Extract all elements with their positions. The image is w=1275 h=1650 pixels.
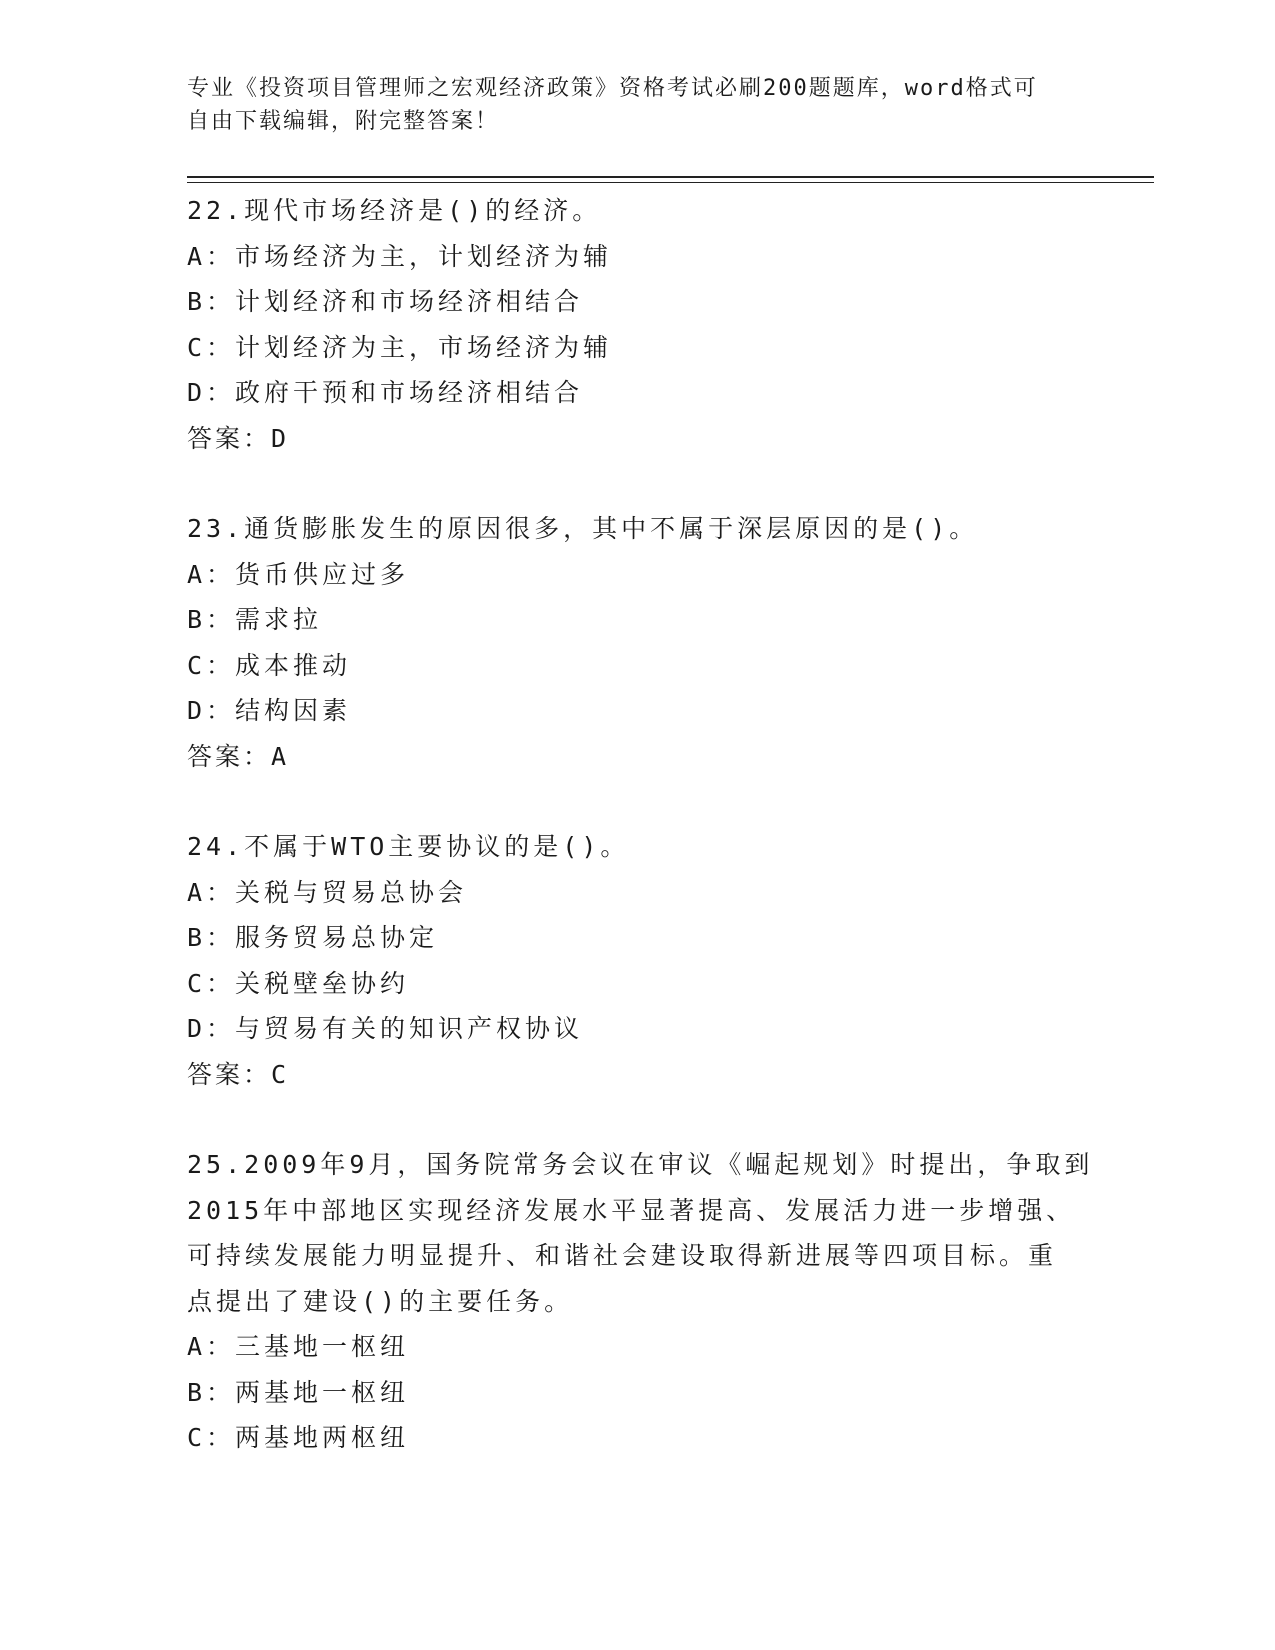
answer-line bbox=[187, 734, 1087, 780]
question-block bbox=[187, 1142, 1094, 1461]
question-text: 24.不属于WTO主要协议的是()。 bbox=[187, 832, 630, 861]
question-text-line-1: 25.2009年9月，国务院常务会议在审议《崛起规划》时提出，争取到 bbox=[187, 1150, 1094, 1179]
question-spacer bbox=[187, 461, 1087, 506]
header-divider-thin bbox=[187, 182, 1154, 183]
option-b: B：两基地一枢纽 bbox=[187, 1377, 410, 1407]
option-a: A：关税与贸易总协会 bbox=[187, 877, 468, 907]
answer-label: 答案： bbox=[187, 423, 272, 453]
header-line-1: 专业《投资项目管理师之宏观经济政策》资格考试必刷200题题库，word格式可 bbox=[187, 76, 1038, 101]
question-list bbox=[187, 188, 1094, 1461]
question-text-line-2: 2015年中部地区实现经济发展水平显著提高、发展活力进一步增强、 bbox=[187, 1195, 1076, 1225]
document-header bbox=[187, 72, 1087, 138]
option-d: D：政府干预和市场经济相结合 bbox=[187, 378, 584, 407]
header-divider-thick bbox=[187, 176, 1154, 178]
option-b: B：服务贸易总协定 bbox=[187, 923, 439, 952]
answer-value: D bbox=[271, 423, 290, 453]
option-a: A：市场经济为主，计划经济为辅 bbox=[187, 241, 613, 271]
answer-value: C bbox=[271, 1059, 290, 1089]
header-line-2: 自由下载编辑，附完整答案！ bbox=[187, 109, 500, 134]
question-text-line-3: 可持续发展能力明显提升、和谐社会建设取得新进展等四项目标。重 bbox=[187, 1241, 1058, 1270]
question-spacer bbox=[187, 779, 1087, 824]
option-d: D：结构因素 bbox=[187, 696, 352, 725]
option-c: C：两基地两枢纽 bbox=[187, 1423, 410, 1452]
option-b: B：需求拉 bbox=[187, 605, 323, 634]
question-text: 22.现代市场经济是()的经济。 bbox=[187, 196, 602, 225]
answer-value: A bbox=[271, 741, 290, 771]
answer-label: 答案： bbox=[187, 1059, 272, 1089]
question-block bbox=[187, 506, 1087, 779]
answer-line bbox=[187, 416, 1087, 462]
answer-label: 答案： bbox=[187, 741, 272, 771]
question-text: 23.通货膨胀发生的原因很多，其中不属于深层原因的是()。 bbox=[187, 514, 979, 543]
answer-line bbox=[187, 1052, 1087, 1098]
option-c: C：关税壁垒协约 bbox=[187, 968, 410, 998]
option-b: B：计划经济和市场经济相结合 bbox=[187, 287, 584, 316]
question-block bbox=[187, 188, 1087, 461]
option-a: A：三基地一枢纽 bbox=[187, 1332, 410, 1361]
question-spacer bbox=[187, 1097, 1087, 1142]
question-text-line-4: 点提出了建设()的主要任务。 bbox=[187, 1286, 574, 1316]
question-block bbox=[187, 824, 1087, 1097]
option-d: D：与贸易有关的知识产权协议 bbox=[187, 1014, 584, 1043]
option-c: C：成本推动 bbox=[187, 650, 352, 680]
option-a: A：货币供应过多 bbox=[187, 559, 410, 589]
option-c: C：计划经济为主，市场经济为辅 bbox=[187, 332, 613, 362]
